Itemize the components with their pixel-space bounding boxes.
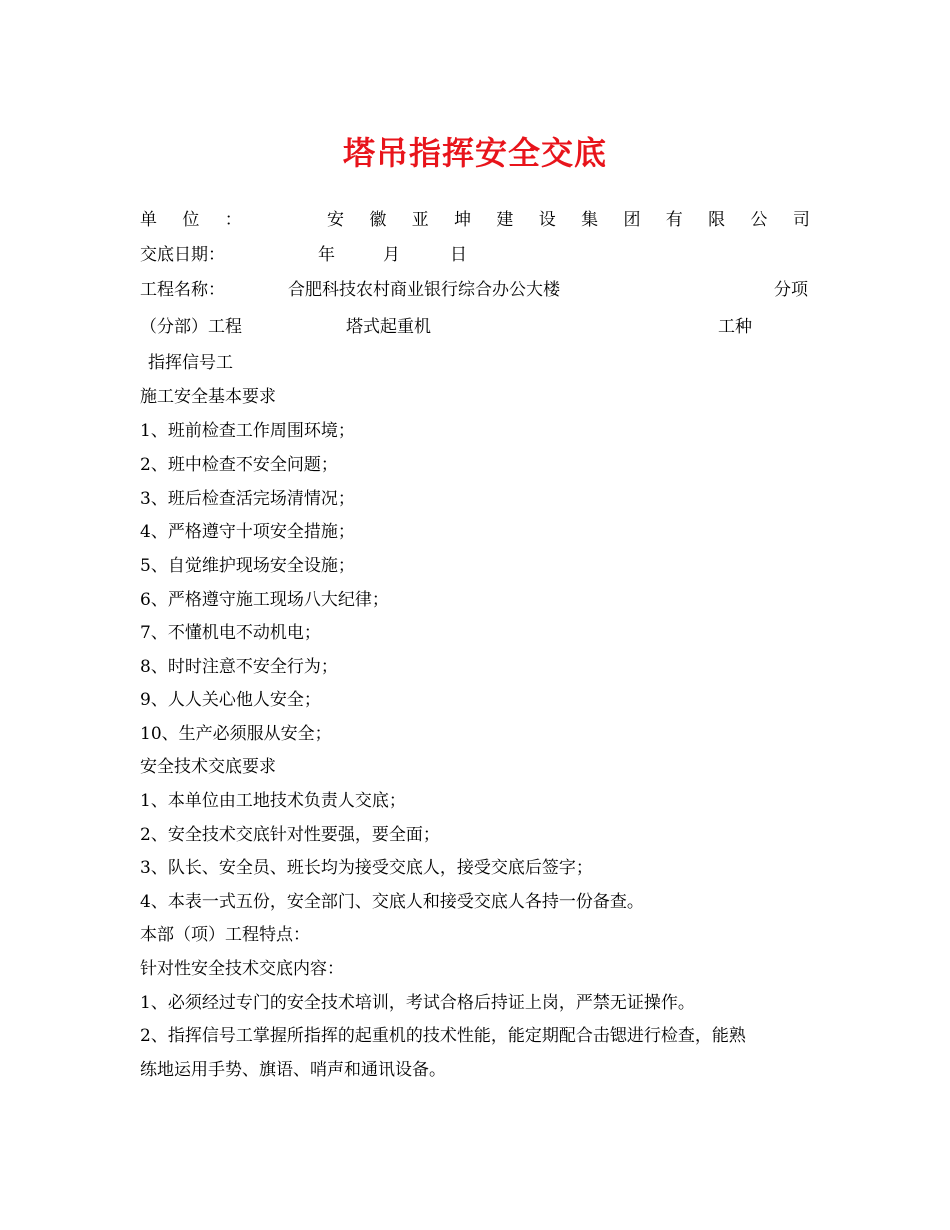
unit-char: 团 (623, 210, 641, 230)
list-item: 7、不懂机电不动机电； (140, 623, 321, 643)
unit-char: 坤 (454, 210, 472, 230)
project-name: 合肥科技农村商业银行综合办公大楼 (288, 280, 560, 300)
sub-item-label: 分项 (774, 280, 808, 300)
unit-char: 限 (708, 210, 726, 230)
unit-char: 位 (182, 210, 200, 230)
unit-row (140, 208, 810, 232)
document-title: 塔吊指挥安全交底 (342, 134, 607, 172)
section-title-basic: 施工安全基本要求 (140, 387, 276, 407)
date-month: 月 (383, 245, 400, 265)
list-item: 2、班中检查不安全问题； (140, 455, 338, 475)
list-item: 2、安全技术交底针对性要强，要全面； (140, 825, 440, 845)
trade-label: 工种 (718, 317, 752, 337)
unit-char: 有 (665, 210, 683, 230)
list-item: 6、严格遵守施工现场八大纪律； (140, 590, 389, 610)
date-year: 年 (318, 245, 335, 265)
unit-char: 建 (496, 210, 514, 230)
unit-char: 公 (750, 210, 768, 230)
division-name: 塔式起重机 (346, 317, 431, 337)
unit-char: ： (224, 210, 242, 230)
content-label: 针对性安全技术交底内容： (140, 959, 344, 979)
date-label: 交底日期： (140, 245, 225, 265)
unit-char: 单 (140, 210, 157, 230)
list-item: 3、队长、安全员、班长均为接受交底人，接受交底后签字； (140, 858, 593, 878)
division-label: （分部）工程 (140, 317, 242, 337)
unit-char: 集 (581, 210, 599, 230)
list-item: 3、班后检查活完场清情况； (140, 489, 355, 509)
unit-char: 徽 (369, 210, 387, 230)
list-item: 4、严格遵守十项安全措施； (140, 522, 355, 542)
list-item: 9、人人关心他人安全； (140, 690, 321, 710)
unit-char: 亚 (411, 210, 429, 230)
content-item: 2、指挥信号工掌握所指挥的起重机的技术性能，能定期配合击锶进行检查，能熟 (140, 1026, 746, 1046)
project-label: 工程名称： (140, 280, 225, 300)
list-item: 10、生产必须服从安全； (140, 724, 332, 744)
list-item: 4、本表一式五份，安全部门、交底人和接受交底人各持一份备查。 (140, 892, 644, 912)
trade-name: 指挥信号工 (148, 353, 233, 373)
list-item: 5、自觉维护现场安全设施； (140, 556, 355, 576)
content-item: 1、必须经过专门的安全技术培训，考试合格后持证上岗，严禁无证操作。 (140, 993, 695, 1013)
unit-char: 安 (327, 210, 345, 230)
section-title-technical: 安全技术交底要求 (140, 757, 276, 777)
date-day: 日 (450, 245, 467, 265)
list-item: 1、本单位由工地技术负责人交底； (140, 791, 406, 811)
list-item: 8、时时注意不安全行为； (140, 657, 338, 677)
unit-char: 司 (792, 210, 810, 230)
list-item: 1、班前检查工作周围环境； (140, 421, 355, 441)
unit-char: 设 (538, 210, 556, 230)
features-label: 本部（项）工程特点： (140, 925, 310, 945)
content-item: 练地运用手势、旗语、哨声和通讯设备。 (140, 1060, 446, 1080)
